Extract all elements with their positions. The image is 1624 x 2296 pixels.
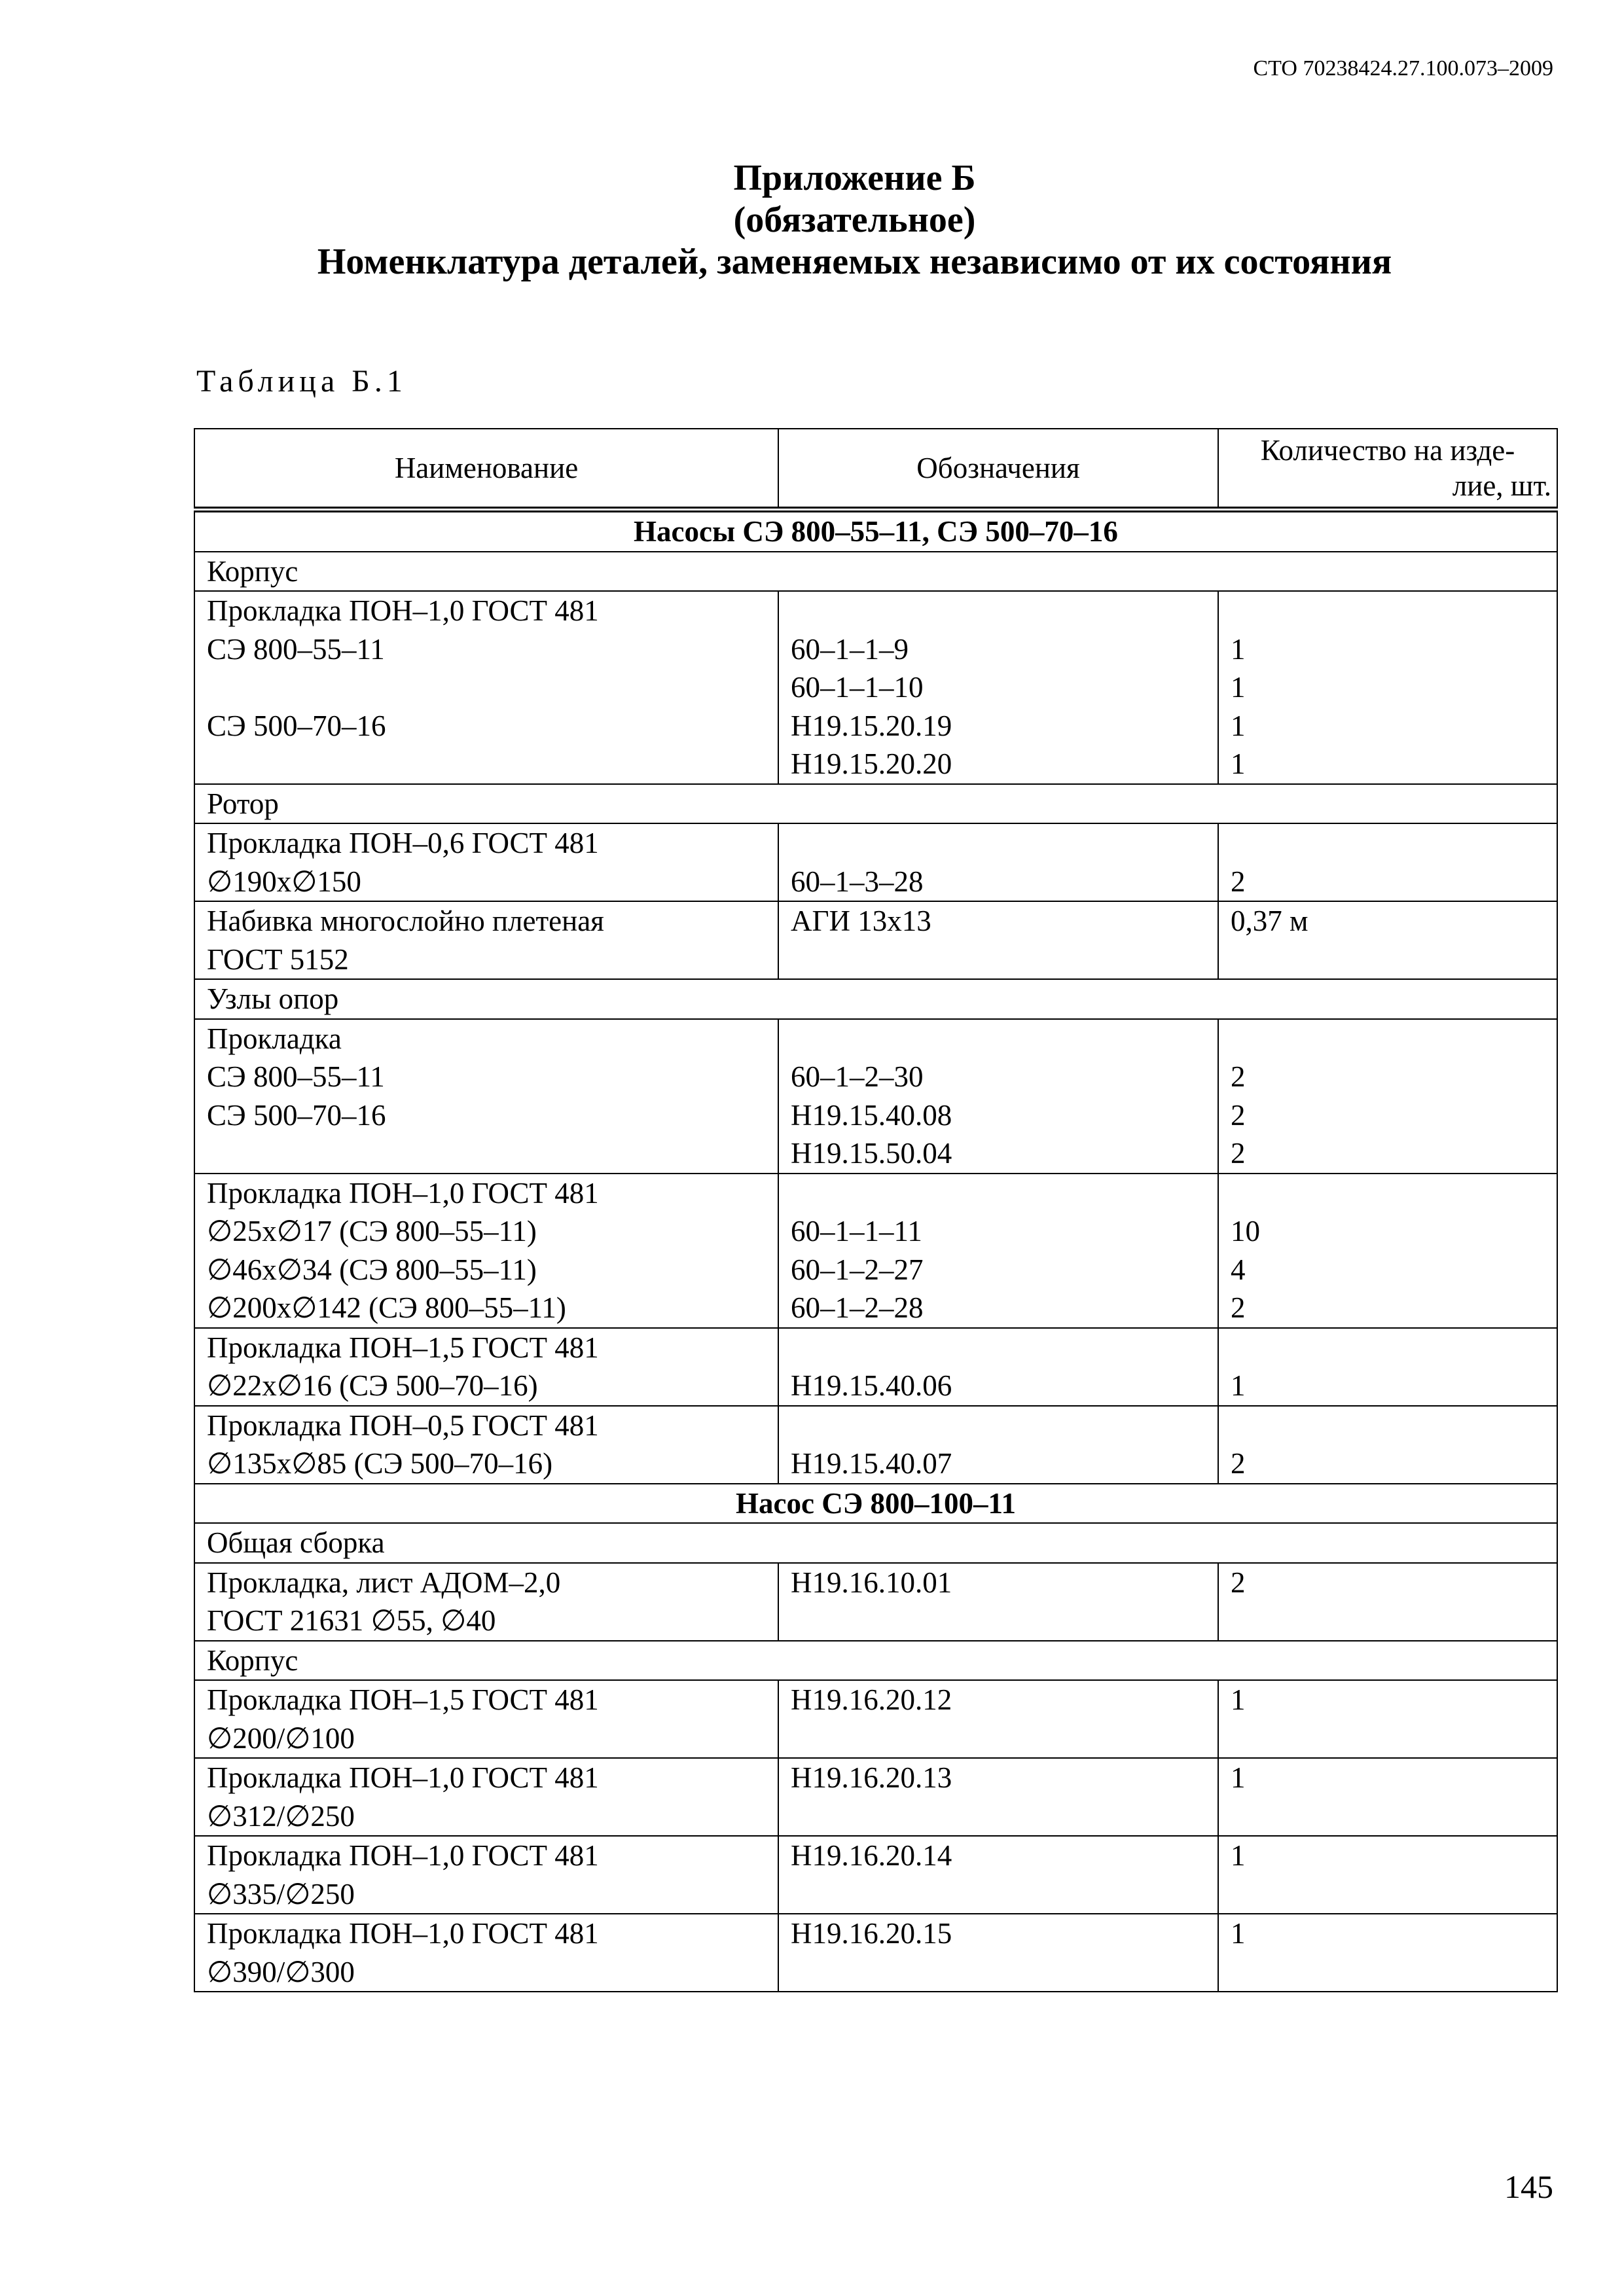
cell-line: ∅335/∅250 (207, 1877, 355, 1910)
cell-quantity (1218, 901, 1557, 979)
cell-line (1231, 1719, 1545, 1758)
cell-quantity (1218, 1914, 1557, 1992)
cell-line: Прокладка ПОН–0,5 ГОСТ 481 (207, 1408, 599, 1442)
cell-name (194, 1328, 778, 1406)
table-row (194, 1563, 1557, 1641)
cell-line (1231, 1602, 1545, 1640)
cell-designation (778, 901, 1218, 979)
table-row (194, 591, 1557, 784)
group-row (194, 552, 1557, 592)
cell-line: Н19.16.20.15 (791, 1917, 952, 1950)
cell-line (791, 1797, 1206, 1836)
cell-designation (778, 1328, 1218, 1406)
cell-line: Н19.15.40.07 (791, 1447, 952, 1480)
appendix-title-line-1: Приложение Б (733, 158, 976, 198)
cell-line: 1 (1231, 1917, 1246, 1950)
cell-line: ∅390/∅300 (207, 1955, 355, 1988)
table-row (194, 1174, 1557, 1328)
appendix-title (196, 157, 1513, 283)
cell-line: 1 (1231, 671, 1246, 704)
header-quantity-line-1: Количество на изде- (1260, 434, 1515, 467)
group-row (194, 979, 1557, 1019)
cell-line (207, 745, 766, 783)
cell-line: 1 (1231, 747, 1246, 780)
cell-line: 1 (1231, 1369, 1246, 1402)
cell-line: АГИ 13х13 (791, 905, 931, 937)
cell-line: Н19.15.40.06 (791, 1369, 952, 1402)
cell-name (194, 1174, 778, 1328)
cell-line (791, 1602, 1206, 1640)
cell-quantity (1218, 1328, 1557, 1406)
cell-line: ГОСТ 21631 ∅55, ∅40 (207, 1604, 496, 1637)
cell-line (1231, 592, 1545, 630)
table-row (194, 1406, 1557, 1484)
table-row (194, 1328, 1557, 1406)
cell-line: 4 (1231, 1253, 1246, 1286)
cell-line (1231, 1174, 1545, 1213)
cell-line: ∅200х∅142 (СЭ 800–55–11) (207, 1291, 566, 1324)
cell-line: Прокладка ПОН–1,0 ГОСТ 481 (207, 1917, 599, 1950)
group-row (194, 1641, 1557, 1681)
cell-name (194, 823, 778, 901)
section-row (194, 1484, 1557, 1524)
cell-line: 10 (1231, 1215, 1260, 1247)
cell-line: 2 (1231, 865, 1246, 898)
cell-line: 1 (1231, 632, 1246, 666)
cell-line: Прокладка, лист АДОМ–2,0 (207, 1566, 561, 1599)
group-title-bearing-units: Узлы опор (194, 979, 1557, 1019)
cell-line: Н19.15.40.08 (791, 1098, 952, 1132)
cell-line: 2 (1231, 1098, 1246, 1132)
cell-designation (778, 1563, 1218, 1641)
parts-table (194, 428, 1558, 1992)
table-row (194, 1758, 1557, 1836)
cell-line (791, 1407, 1206, 1445)
cell-line (791, 1020, 1206, 1058)
cell-line: ∅200/∅100 (207, 1721, 355, 1755)
table-header-row (194, 429, 1557, 510)
cell-line: 0,37 м (1231, 905, 1308, 937)
cell-line: Н19.15.20.19 (791, 709, 952, 742)
table-row (194, 1019, 1557, 1174)
cell-line (207, 668, 766, 707)
cell-line: ∅190х∅150 (207, 865, 361, 898)
cell-line: Прокладка ПОН–1,5 ГОСТ 481 (207, 1683, 599, 1716)
cell-quantity (1218, 1019, 1557, 1174)
cell-line: 1 (1231, 1761, 1246, 1794)
cell-line (1231, 1020, 1545, 1058)
cell-line: Н19.16.20.14 (791, 1839, 952, 1872)
cell-line: 2 (1231, 1566, 1246, 1599)
cell-line (1231, 1875, 1545, 1914)
header-quantity-line-2: лие, шт. (1452, 469, 1551, 502)
table-row (194, 1836, 1557, 1914)
cell-line: Прокладка ПОН–1,0 ГОСТ 481 (207, 594, 599, 627)
cell-line (791, 1719, 1206, 1758)
cell-quantity (1218, 1836, 1557, 1914)
cell-line: Прокладка ПОН–1,5 ГОСТ 481 (207, 1331, 599, 1364)
cell-name (194, 1758, 778, 1836)
cell-designation (778, 1406, 1218, 1484)
section-row (194, 510, 1557, 552)
cell-quantity (1218, 1563, 1557, 1641)
cell-line: Н19.16.10.01 (791, 1566, 952, 1599)
cell-name (194, 591, 778, 784)
cell-designation (778, 591, 1218, 784)
cell-line: 60–1–1–11 (791, 1215, 922, 1247)
cell-designation (778, 1836, 1218, 1914)
cell-name (194, 1680, 778, 1758)
cell-line: СЭ 500–70–16 (207, 1098, 386, 1132)
cell-line (1231, 1797, 1545, 1836)
table-row (194, 901, 1557, 979)
cell-quantity (1218, 1174, 1557, 1328)
cell-line: Прокладка ПОН–0,6 ГОСТ 481 (207, 827, 599, 859)
group-row (194, 1523, 1557, 1563)
cell-quantity (1218, 1406, 1557, 1484)
group-title-housing-1: Корпус (194, 552, 1557, 592)
document-code: СТО 70238424.27.100.073–2009 (1253, 56, 1553, 81)
cell-line (1231, 1953, 1545, 1992)
cell-line: ∅135х∅85 (СЭ 500–70–16) (207, 1447, 553, 1480)
cell-line (791, 592, 1206, 630)
cell-line: СЭ 500–70–16 (207, 709, 386, 742)
cell-line (791, 1875, 1206, 1914)
table-row (194, 823, 1557, 901)
cell-line (1231, 941, 1545, 979)
cell-line: 2 (1231, 1447, 1246, 1480)
cell-line: 60–1–2–27 (791, 1253, 924, 1286)
table-caption: Таблица Б.1 (196, 364, 407, 399)
cell-name (194, 901, 778, 979)
cell-designation (778, 1174, 1218, 1328)
cell-quantity (1218, 591, 1557, 784)
group-title-general-assembly: Общая сборка (194, 1523, 1557, 1563)
cell-name (194, 1914, 778, 1992)
cell-line: 60–1–2–30 (791, 1060, 924, 1093)
group-row (194, 784, 1557, 824)
cell-line: Прокладка (207, 1022, 342, 1055)
cell-line: ∅312/∅250 (207, 1799, 355, 1833)
cell-line (1231, 1407, 1545, 1445)
cell-line: ГОСТ 5152 (207, 942, 349, 976)
cell-line: Прокладка ПОН–1,0 ГОСТ 481 (207, 1839, 599, 1872)
cell-line: 2 (1231, 1291, 1246, 1324)
cell-line: 2 (1231, 1060, 1246, 1093)
cell-line: 1 (1231, 709, 1246, 742)
cell-line: 60–1–2–28 (791, 1291, 924, 1324)
cell-quantity (1218, 1680, 1557, 1758)
cell-line (207, 1134, 766, 1173)
section-title-pump-2: Насос СЭ 800–100–11 (194, 1484, 1557, 1524)
cell-line: 60–1–1–9 (791, 632, 909, 666)
cell-designation (778, 1680, 1218, 1758)
header-quantity (1218, 429, 1557, 510)
cell-line: ∅46х∅34 (СЭ 800–55–11) (207, 1253, 537, 1286)
cell-line: СЭ 800–55–11 (207, 632, 385, 666)
cell-line: Набивка многослойно плетеная (207, 905, 604, 937)
cell-designation (778, 1019, 1218, 1174)
cell-line (791, 1174, 1206, 1213)
header-name: Наименование (194, 429, 778, 510)
cell-line: 60–1–3–28 (791, 865, 924, 898)
cell-line: Н19.16.20.13 (791, 1761, 952, 1794)
cell-name (194, 1019, 778, 1174)
cell-line: СЭ 800–55–11 (207, 1060, 385, 1093)
cell-line (1231, 824, 1545, 863)
table-row (194, 1914, 1557, 1992)
appendix-title-line-3: Номенклатура деталей, заменяемых независимо от их состояния (317, 242, 1392, 282)
cell-line: 60–1–1–10 (791, 671, 924, 704)
cell-line (791, 824, 1206, 863)
cell-line: ∅22х∅16 (СЭ 500–70–16) (207, 1369, 538, 1402)
cell-designation (778, 1758, 1218, 1836)
cell-designation (778, 823, 1218, 901)
cell-line: Н19.15.20.20 (791, 747, 952, 780)
cell-line: 1 (1231, 1683, 1246, 1716)
cell-name (194, 1836, 778, 1914)
cell-name (194, 1563, 778, 1641)
cell-quantity (1218, 1758, 1557, 1836)
cell-line (791, 941, 1206, 979)
cell-line: Н19.16.20.12 (791, 1683, 952, 1716)
appendix-title-line-2: (обязательное) (733, 200, 976, 240)
section-title-pumps-1: Насосы СЭ 800–55–11, СЭ 500–70–16 (194, 510, 1557, 552)
cell-line (791, 1953, 1206, 1992)
cell-line (791, 1329, 1206, 1367)
cell-line: Прокладка ПОН–1,0 ГОСТ 481 (207, 1761, 599, 1794)
cell-quantity (1218, 823, 1557, 901)
group-title-housing-2: Корпус (194, 1641, 1557, 1681)
cell-line: Прокладка ПОН–1,0 ГОСТ 481 (207, 1176, 599, 1210)
page-number: 145 (1504, 2168, 1553, 2205)
cell-line (1231, 1329, 1545, 1367)
cell-line: 1 (1231, 1839, 1246, 1872)
cell-line: Н19.15.50.04 (791, 1137, 952, 1170)
table-row (194, 1680, 1557, 1758)
cell-designation (778, 1914, 1218, 1992)
header-designation: Обозначения (778, 429, 1218, 510)
cell-line: 2 (1231, 1137, 1246, 1170)
cell-name (194, 1406, 778, 1484)
group-title-rotor: Ротор (194, 784, 1557, 824)
cell-line: ∅25х∅17 (СЭ 800–55–11) (207, 1215, 537, 1247)
